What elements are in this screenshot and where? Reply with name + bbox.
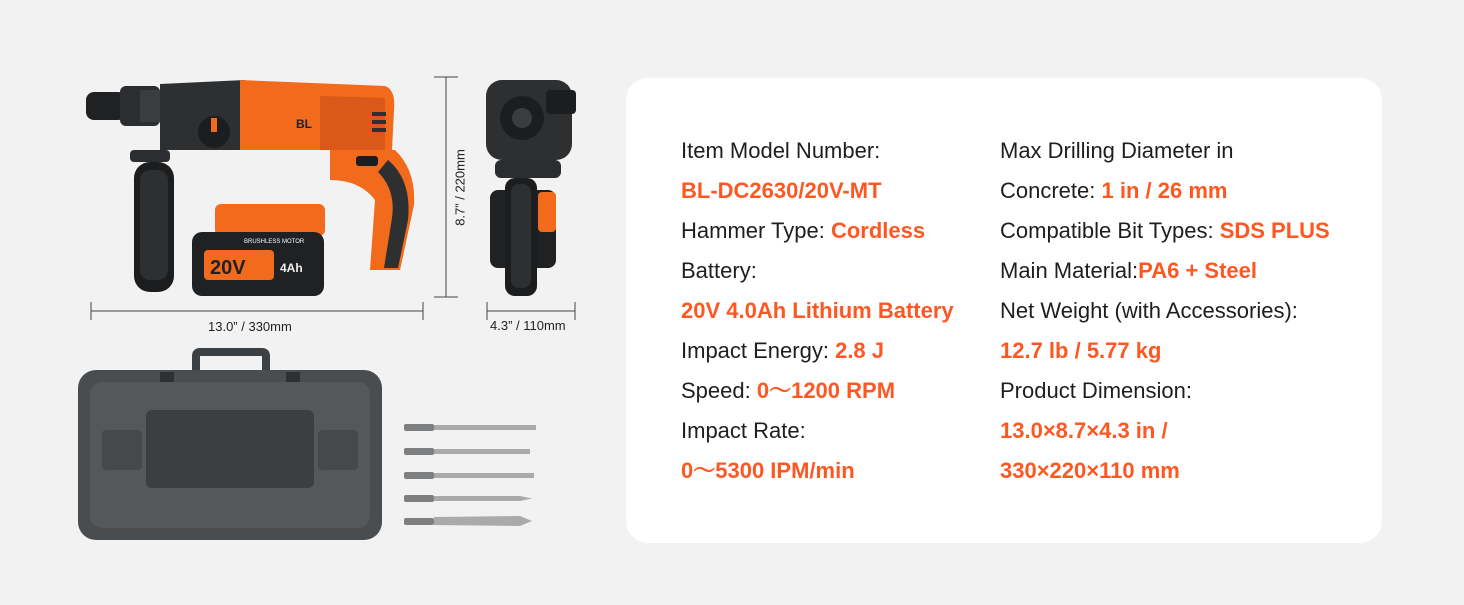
spec-value: 20V 4.0Ah Lithium Battery [681,298,954,323]
spec-line [681,338,954,378]
product-images [0,0,620,600]
brand-mark: BL [296,117,312,131]
spec-value: 13.0×8.7×4.3 in / [1000,418,1168,443]
spec-line [681,138,954,178]
spec-column-right [1000,138,1330,498]
carrying-case [78,352,382,540]
spec-value: 330×220×110 mm [1000,458,1180,483]
motor-label: BRUSHLESS MOTOR [244,239,305,245]
hammer-drill-side-view [86,80,414,296]
spec-value: SDS PLUS [1219,218,1330,243]
spec-card [626,78,1382,543]
spec-value: 1 in / 26 mm [1101,178,1228,203]
spec-line [1000,378,1330,418]
spec-line [1000,298,1330,338]
width-dimension-label: 4.3” / 110mm [490,318,566,333]
spec-column-left [681,138,954,498]
spec-line [1000,258,1330,298]
spec-value: 2.8 J [835,338,885,363]
spec-label: Battery: [681,258,757,283]
battery-badge: 20V [210,257,246,279]
length-dimension-label: 13.0” / 330mm [208,319,292,334]
spec-line [681,378,954,418]
height-dimension-label: 8.7” / 220mm [452,149,468,226]
spec-label: Concrete: [1000,178,1102,203]
spec-label: Item Model Number: [681,138,881,163]
hammer-drill-front-view [486,80,576,296]
spec-label: Speed: [681,378,757,403]
spec-value: PA6 + Steel [1138,258,1257,283]
spec-line [681,418,954,458]
spec-label: Hammer Type: [681,218,831,243]
spec-label: Main Material: [1000,258,1139,283]
spec-line [1000,418,1330,458]
spec-value: 12.7 lb / 5.77 kg [1000,338,1162,363]
spec-value: 0～1200 RPM [756,378,896,403]
spec-label: Product Dimension: [1000,378,1192,403]
spec-label: Max Drilling Diameter in [1000,138,1234,163]
spec-line [681,218,954,258]
spec-line [1000,178,1330,218]
spec-line [681,298,954,338]
spec-line [681,258,954,298]
spec-value: Cordless [830,218,926,243]
spec-value: 0～5300 IPM/min [681,458,855,483]
spec-line [1000,138,1330,178]
spec-line [1000,338,1330,378]
battery-capacity: 4Ah [280,261,303,275]
spec-line [1000,218,1330,258]
spec-line [1000,458,1330,498]
spec-line [681,178,954,218]
spec-value: BL-DC2630/20V-MT [681,178,882,203]
spec-label: Net Weight (with Accessories): [1000,298,1298,323]
drill-bits [404,424,536,526]
product-illustration [0,0,620,600]
spec-line [681,458,954,498]
spec-label: Impact Energy: [681,338,836,363]
spec-label: Impact Rate: [681,418,806,443]
length-dimension-line [91,302,423,320]
spec-label: Compatible Bit Types: [1000,218,1220,243]
